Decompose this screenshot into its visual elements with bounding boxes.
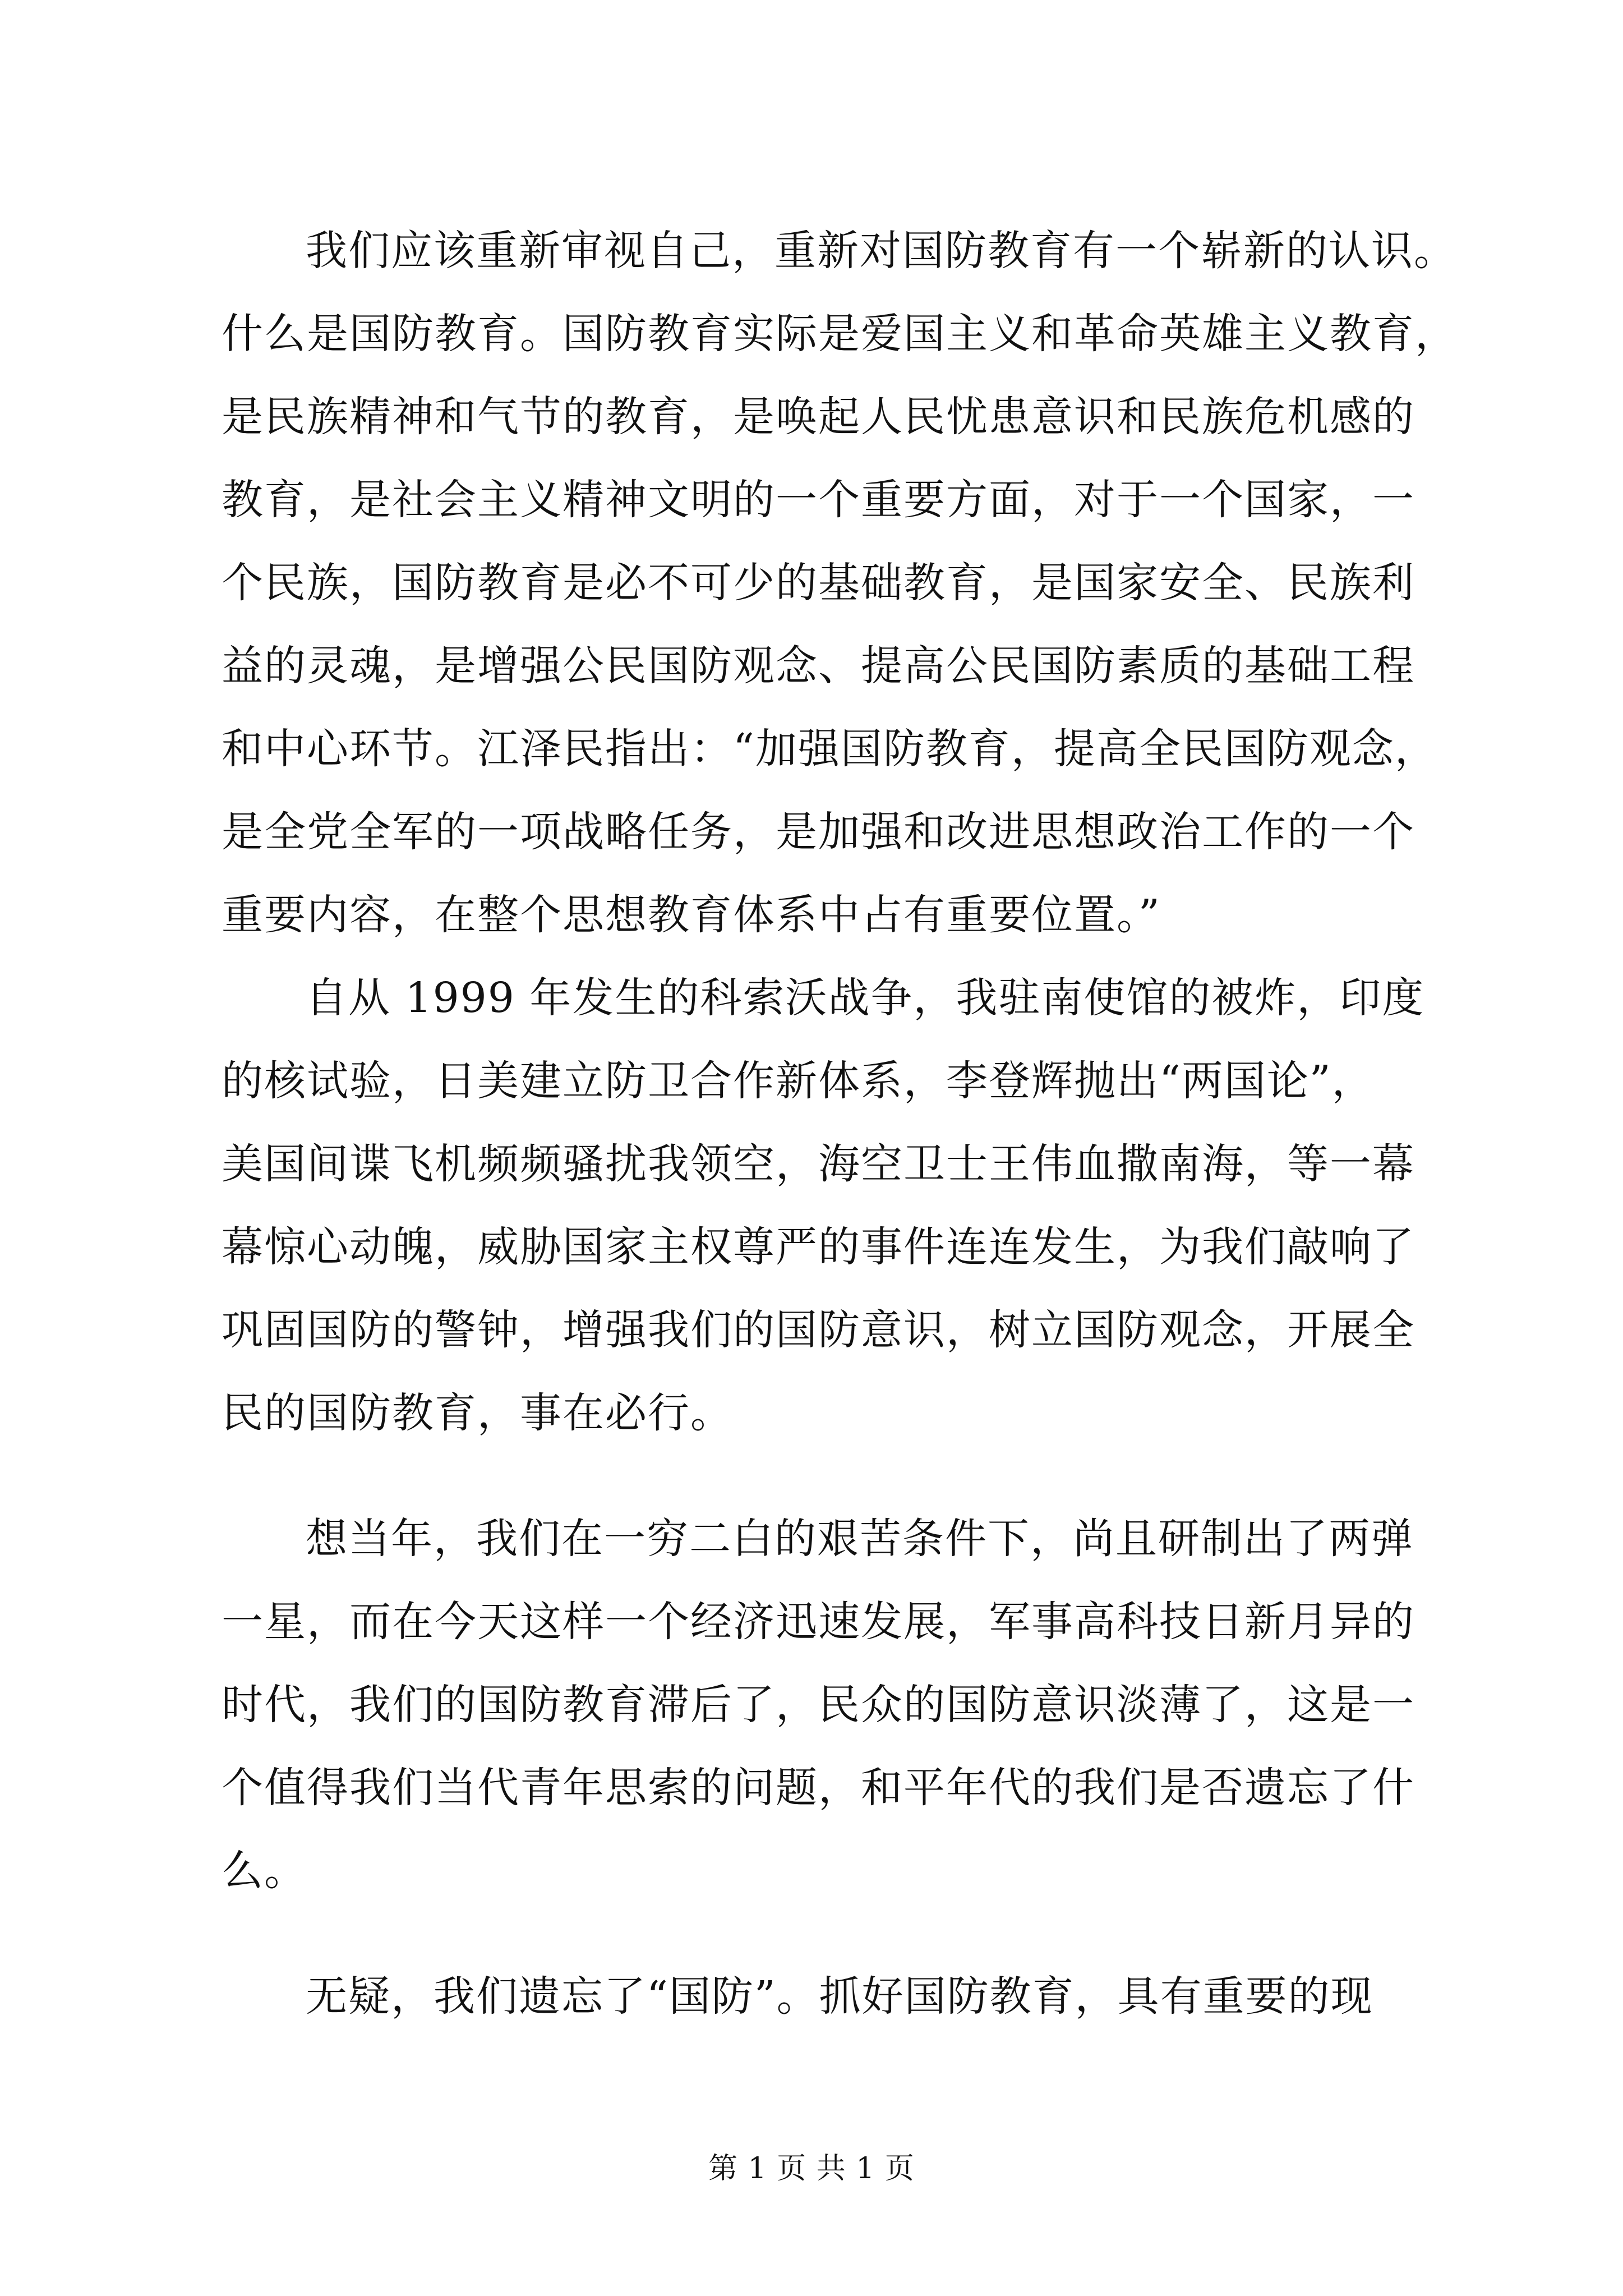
paragraph-2-line-3: 美国间谍飞机频频骚扰我领空，海空卫士王伟血撒南海，等一幕 bbox=[222, 1140, 1415, 1188]
paragraph-3-line-1: 想当年，我们在一穷二白的艰苦条件下，尚且研制出了两弹 bbox=[306, 1515, 1414, 1563]
paragraph-3-line-2: 一星，而在今天这样一个经济迅速发展，军事高科技日新月异的 bbox=[222, 1598, 1415, 1646]
paragraph-1-line-8: 是全党全军的一项战略任务，是加强和改进思想政治工作的一个 bbox=[222, 808, 1415, 856]
paragraph-2-line-2: 的核试验，日美建立防卫合作新体系，李登辉抛出“两国论”， bbox=[222, 1057, 1375, 1105]
paragraph-2-line-1: 自从 1999 年发生的科索沃战争，我驻南使馆的被炸，印度 bbox=[306, 974, 1425, 1022]
paragraph-1-line-6: 益的灵魂，是增强公民国防观念、提高公民国防素质的基础工程 bbox=[222, 642, 1415, 690]
paragraph-3-line-3: 时代，我们的国防教育滞后了，民众的国防意识淡薄了，这是一 bbox=[222, 1681, 1415, 1729]
paragraph-1-line-9: 重要内容，在整个思想教育体系中占有重要位置。” bbox=[222, 891, 1161, 939]
paragraph-2-line-5: 巩固国防的警钟，增强我们的国防意识，树立国防观念，开展全 bbox=[222, 1306, 1415, 1354]
paragraph-2-line-6: 民的国防教育，事在必行。 bbox=[222, 1389, 733, 1437]
paragraph-1-line-5: 个民族，国防教育是必不可少的基础教育，是国家安全、民族利 bbox=[222, 559, 1415, 607]
paragraph-1-line-1: 我们应该重新审视自己，重新对国防教育有一个崭新的认识。 bbox=[306, 227, 1456, 275]
page-number-footer: 第 1 页 共 1 页 bbox=[708, 2152, 915, 2185]
paragraph-4-line-1: 无疑，我们遗忘了“国防”。抓好国防教育，具有重要的现 bbox=[306, 1972, 1373, 2021]
paragraph-3-line-5: 么。 bbox=[222, 1847, 307, 1895]
paragraph-1-line-2: 什么是国防教育。国防教育实际是爱国主义和革命英雄主义教育， bbox=[222, 310, 1458, 358]
paragraph-3-line-4: 个值得我们当代青年思索的问题，和平年代的我们是否遗忘了什 bbox=[222, 1764, 1415, 1812]
paragraph-1-line-3: 是民族精神和气节的教育，是唤起人民忧患意识和民族危机感的 bbox=[222, 393, 1415, 441]
paragraph-1-line-4: 教育，是社会主义精神文明的一个重要方面，对于一个国家，一 bbox=[222, 476, 1415, 524]
paragraph-2-line-4: 幕惊心动魄，威胁国家主权尊严的事件连连发生，为我们敲响了 bbox=[222, 1223, 1415, 1271]
paragraph-1-line-7: 和中心环节。江泽民指出：“加强国防教育，提高全民国防观念， bbox=[222, 725, 1437, 773]
